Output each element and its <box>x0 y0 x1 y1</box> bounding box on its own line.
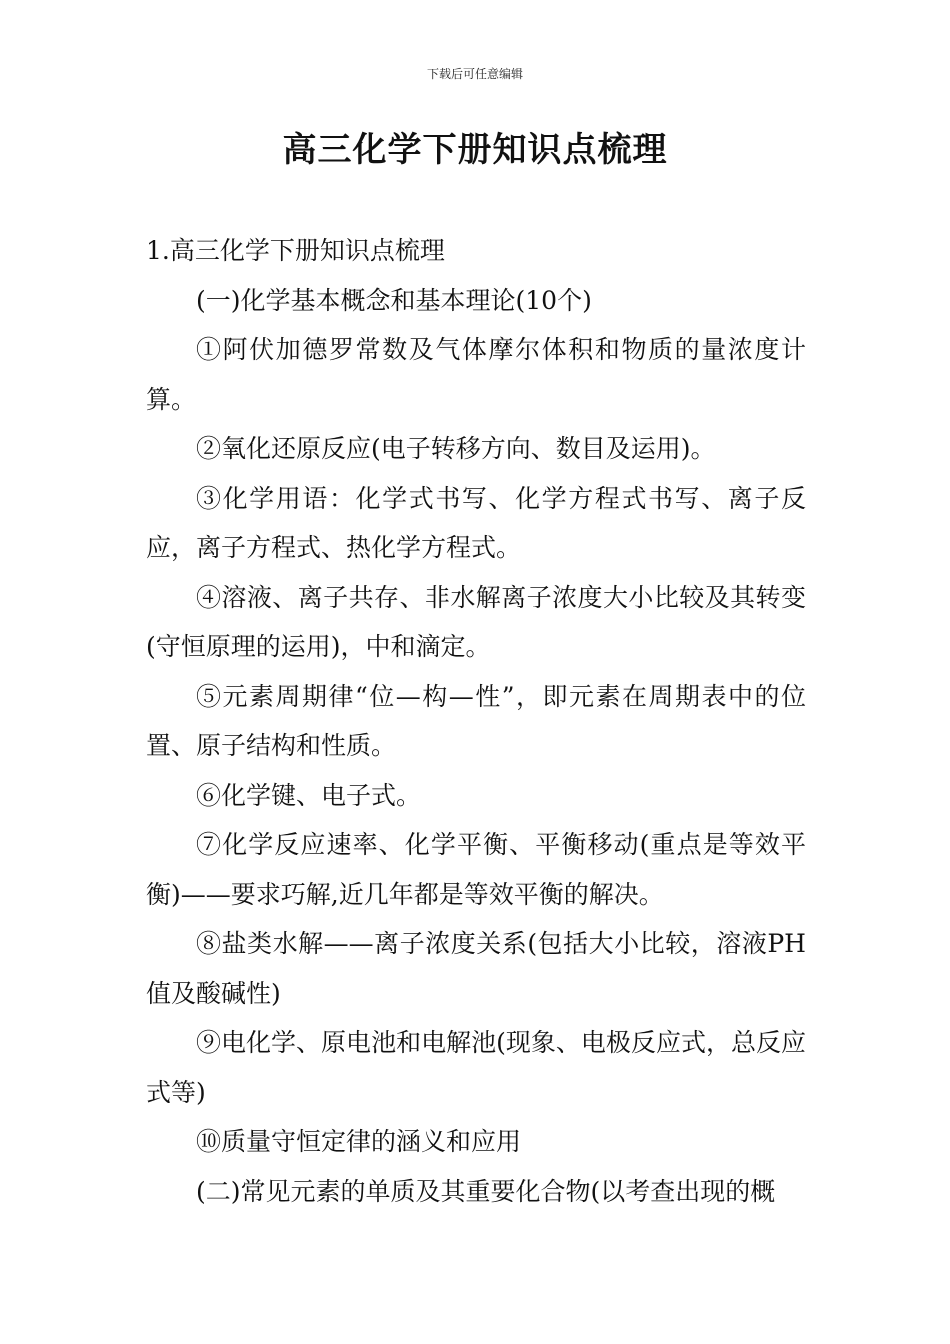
list-item: ⑧盐类水解——离子浓度关系(包括大小比较，溶液PH值及酸碱性) <box>146 929 806 1008</box>
list-item: ③化学用语：化学式书写、化学方程式书写、离子反应，离子方程式、热化学方程式。 <box>146 483 806 562</box>
subsection-heading: (二)常见元素的单质及其重要化合物(以考查出现的概 <box>196 1176 776 1206</box>
list-item: ⑤元素周期律“位—构—性”，即元素在周期表中的位置、原子结构和性质。 <box>146 681 806 760</box>
list-item: ⑨电化学、原电池和电解池(现象、电极反应式，总反应式等) <box>146 1028 806 1107</box>
list-item: ⑦化学反应速率、化学平衡、平衡移动(重点是等效平衡)——要求巧解,近几年都是等效平衡的解决。 <box>146 830 806 909</box>
list-item: ④溶液、离子共存、非水解离子浓度大小比较及其转变(守恒原理的运用)，中和滴定。 <box>146 582 806 661</box>
document-title: 高三化学下册知识点梳理 <box>282 130 668 170</box>
document-body <box>146 226 806 1216</box>
subsection-heading: (一)化学基本概念和基本理论(10个) <box>196 285 592 315</box>
section-heading: 1.高三化学下册知识点梳理 <box>146 236 445 265</box>
list-item: ①阿伏加德罗常数及气体摩尔体积和物质的量浓度计算。 <box>146 335 806 414</box>
list-item: ⑥化学键、电子式。 <box>196 780 422 810</box>
list-item: ②氧化还原反应(电子转移方向、数目及运用)。 <box>196 434 716 463</box>
list-item: ⑩质量守恒定律的涵义和应用 <box>196 1127 522 1156</box>
header-note: 下载后可任意编辑 <box>426 67 523 81</box>
